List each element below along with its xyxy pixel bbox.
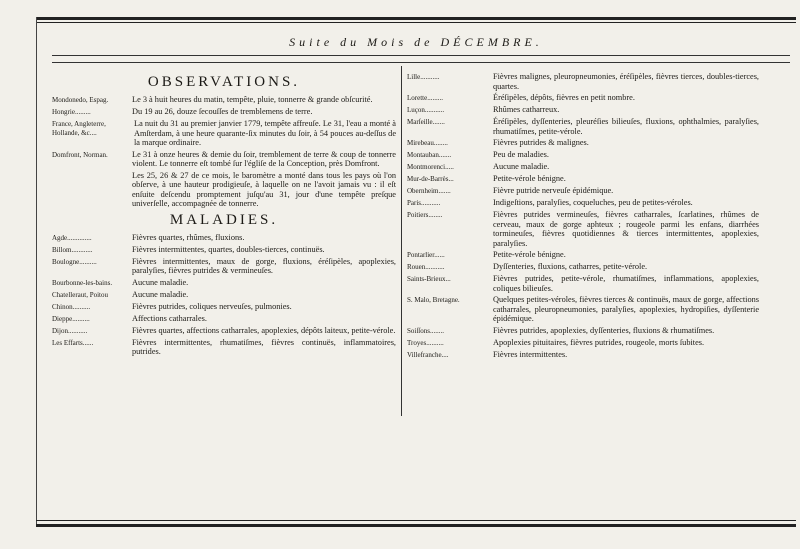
maladie-text: Fièvres putrides vermineuſes, fièvres catharrales, ſcarlatines, rhûmes de cerveau, maux de gorge aphteux ; rougeole parmi les enfans, diarrhées tormineuſes, fièvres quotidiennes & tierces intermittentes, apoplexies, paralyſies.	[493, 210, 759, 248]
maladie-text: Fièvre putride nerveuſe épidémique.	[493, 186, 614, 195]
maladie-entry	[407, 186, 759, 196]
maladie-entry	[407, 117, 759, 136]
maladie-entry	[52, 314, 396, 324]
maladie-entry	[407, 326, 759, 336]
maladie-place: S. Malo, Bretagne.	[407, 296, 460, 304]
observation-entry	[52, 95, 396, 105]
maladie-entry	[52, 338, 396, 357]
maladie-text: Fièvres intermittentes, rhumatiſmes, fièvres continuës, inflammatoires, putrides.	[132, 337, 396, 356]
maladie-place: Chatelleraut, Poitou	[52, 290, 108, 299]
maladie-text: Éréſipèles, dyſſenteries, pleuréſies bilieuſes, fluxions, ophthalmies, paralyſies, rhumatiſmes, petite-vérole.	[493, 117, 759, 136]
maladie-entry	[407, 93, 759, 103]
top-border-inner	[36, 22, 796, 23]
maladie-place: Pontarlier......	[407, 251, 445, 259]
maladie-place: Poitiers........	[407, 211, 443, 219]
observation-entry	[52, 107, 396, 117]
maladie-place: Les Effarts......	[52, 338, 94, 347]
maladie-text: Fièvres putrides & malignes.	[493, 138, 589, 147]
maladie-place: Chinon..........	[52, 302, 91, 311]
maladie-entry	[52, 278, 396, 288]
observation-place	[52, 171, 132, 209]
maladie-text: Fièvres intermittentes.	[493, 349, 568, 359]
maladie-entry	[407, 274, 759, 293]
maladie-text: Aucune maladie.	[493, 162, 550, 171]
maladie-text: Aucune maladie.	[132, 277, 189, 287]
maladie-place: Mur-de-Barrès...	[407, 175, 454, 183]
maladie-place: Mirebeau........	[407, 139, 448, 147]
left-border	[36, 17, 37, 527]
maladie-entry	[407, 198, 759, 208]
maladie-text: Fièvres quartes, affections catharrales, apoplexies, dépôts laiteux, petite-vérole.	[132, 325, 396, 335]
observations-heading: OBSERVATIONS.	[147, 74, 301, 90]
maladie-text: Dyſſenteries, fluxions, catharres, petite-vérole.	[493, 262, 648, 271]
observation-entry	[52, 119, 396, 148]
maladie-text: Apoplexies pituitaires, fièvres putrides, rougeole, morts ſubites.	[493, 337, 705, 347]
maladie-text: Fièvres intermittentes, quartes, doubles-tierces, continuës.	[132, 244, 325, 254]
left-column	[52, 74, 396, 359]
observation-text: La nuit du 31 au premier janvier 1779, tempête affreuſe. Le 31, l'eau a monté à Amſterdam, à une heure quarante-ſix minutes du ſoir, à 54 pouces au-deſſus de la marque ordinaire.	[134, 119, 396, 147]
maladie-place: Villefranche....	[407, 350, 449, 359]
maladie-entry	[52, 302, 396, 312]
maladie-place: Lille...........	[407, 73, 440, 81]
maladie-entry	[52, 290, 396, 300]
maladie-entry	[52, 233, 396, 243]
maladie-text: Affections catharrales.	[132, 313, 207, 323]
maladie-entry	[52, 326, 396, 336]
maladie-place: Bourbonne-les-bains.	[52, 278, 113, 287]
maladie-entry	[407, 150, 759, 160]
maladie-place: Obernheim.......	[407, 187, 451, 195]
maladie-entry	[52, 245, 396, 255]
maladie-entry	[407, 138, 759, 148]
maladie-place: Troyes..........	[407, 338, 444, 347]
bottom-border-inner	[36, 520, 796, 521]
maladie-entry	[407, 210, 759, 248]
maladie-text: Fièvres putrides, coliques nerveuſes, pulmonies.	[132, 301, 292, 311]
maladie-entry	[407, 72, 759, 91]
maladie-place: Rouen...........	[407, 263, 445, 271]
maladie-place: Luçon...........	[407, 106, 445, 114]
maladie-entry	[407, 262, 759, 272]
maladie-place: Paris...........	[407, 199, 441, 207]
observation-text: Du 19 au 26, douze ſecouſſes de tremblemens de terre.	[132, 107, 313, 116]
maladie-place: Lorette.........	[407, 94, 443, 102]
right-column	[407, 72, 759, 362]
maladie-text: Fièvres malignes, pleuropneumonies, éréſipèles, fièvres tierces, doubles-tierces, quartes.	[493, 72, 759, 91]
maladie-entry	[52, 257, 396, 276]
maladie-place: Montauban.......	[407, 151, 452, 159]
page-header-title: Suite du Mois de DÉCEMBRE.	[289, 35, 543, 49]
bottom-border-outer	[36, 524, 796, 527]
maladie-text: Aucune maladie.	[132, 289, 189, 299]
maladie-text: Fièvres putrides, apoplexies, dyſſenteries, fluxions & rhumatiſmes.	[493, 325, 715, 335]
observation-place: Mondonedo, Espag.	[52, 96, 109, 104]
maladie-place: Saints-Brieux...	[407, 275, 451, 283]
observation-place: Domfront, Norman.	[52, 150, 108, 159]
maladie-text: Éréſipèles, dépôts, fièvres en petit nombre.	[493, 93, 635, 102]
observation-text: Le 31 à onze heures & demie du ſoir, tremblement de terre & coup de tonnerre violent. Le tonnerre eſt tombé ſur l'égliſe de la Conception, près Domfront.	[132, 149, 396, 168]
maladie-text: Fièvres putrides, petite-vérole, rhumatiſmes, inflammations, apoplexies, coliques bilieuſes.	[493, 274, 759, 293]
header-rule-lower	[52, 62, 790, 63]
observation-place: France, Angleterre, Hollande, &c....	[52, 120, 106, 137]
maladie-text: Fièvres intermittentes, maux de gorge, fluxions, éréſipèles, apoplexies, paralyſies, fièvres putrides & vermineuſes.	[132, 256, 396, 275]
maladie-place: Marſeille.......	[407, 118, 445, 126]
maladie-entry	[407, 250, 759, 260]
maladie-entry	[407, 350, 759, 360]
maladie-place: Agde..............	[52, 233, 92, 242]
top-border-outer	[36, 17, 796, 20]
header-rule	[52, 55, 790, 56]
observation-place: Hongrie.........	[52, 108, 91, 116]
observation-text: Les 25, 26 & 27 de ce mois, le baromètre a monté dans tous les pays où l'on obſerve, à une hauteur prodigieuſe, à laquelle on ne l'avoit jamais vu : il eſt enſuite deſcendu promptement juſqu'au 31, jour d'une tempête preſque univerſelle, accompagnée de tonnerre.	[132, 170, 396, 208]
maladies-heading: MALADIES.	[169, 211, 279, 228]
maladie-place: Montmorenci.....	[407, 163, 454, 171]
column-divider	[401, 66, 402, 416]
maladie-place: Boulogne..........	[52, 257, 97, 266]
maladie-text: Rhûmes catharreux.	[493, 105, 560, 114]
maladie-place: Dieppe..........	[52, 314, 90, 323]
maladie-text: Quelques petites-véroles, fièvres tierces & continuës, maux de gorge, affections catharrales, pleuropneumonies, paralyſies, apoplexies, hydropiſies, dyſſenterie épidémique.	[493, 295, 759, 323]
maladie-entry	[407, 295, 759, 324]
maladie-place: Billom............	[52, 245, 93, 254]
observation-text: Le 3 à huit heures du matin, tempête, pluie, tonnerre & grande obſcurité.	[132, 95, 373, 104]
maladie-text: Indigeſtions, paralyſies, coqueluches, peu de petites-véroles.	[493, 198, 693, 207]
maladie-text: Petite-vérole bénigne.	[493, 250, 566, 259]
observation-entry	[52, 171, 396, 209]
maladie-text: Fièvres quartes, rhûmes, fluxions.	[132, 232, 245, 242]
observation-entry	[52, 150, 396, 169]
maladie-place: Soiſſons........	[407, 326, 444, 335]
maladie-entry	[407, 105, 759, 115]
maladie-entry	[407, 162, 759, 172]
maladie-text: Petite-vérole bénigne.	[493, 174, 566, 183]
maladie-text: Peu de maladies.	[493, 150, 549, 159]
maladie-entry	[407, 338, 759, 348]
maladie-entry	[407, 174, 759, 184]
maladie-place: Dijon...........	[52, 326, 88, 335]
